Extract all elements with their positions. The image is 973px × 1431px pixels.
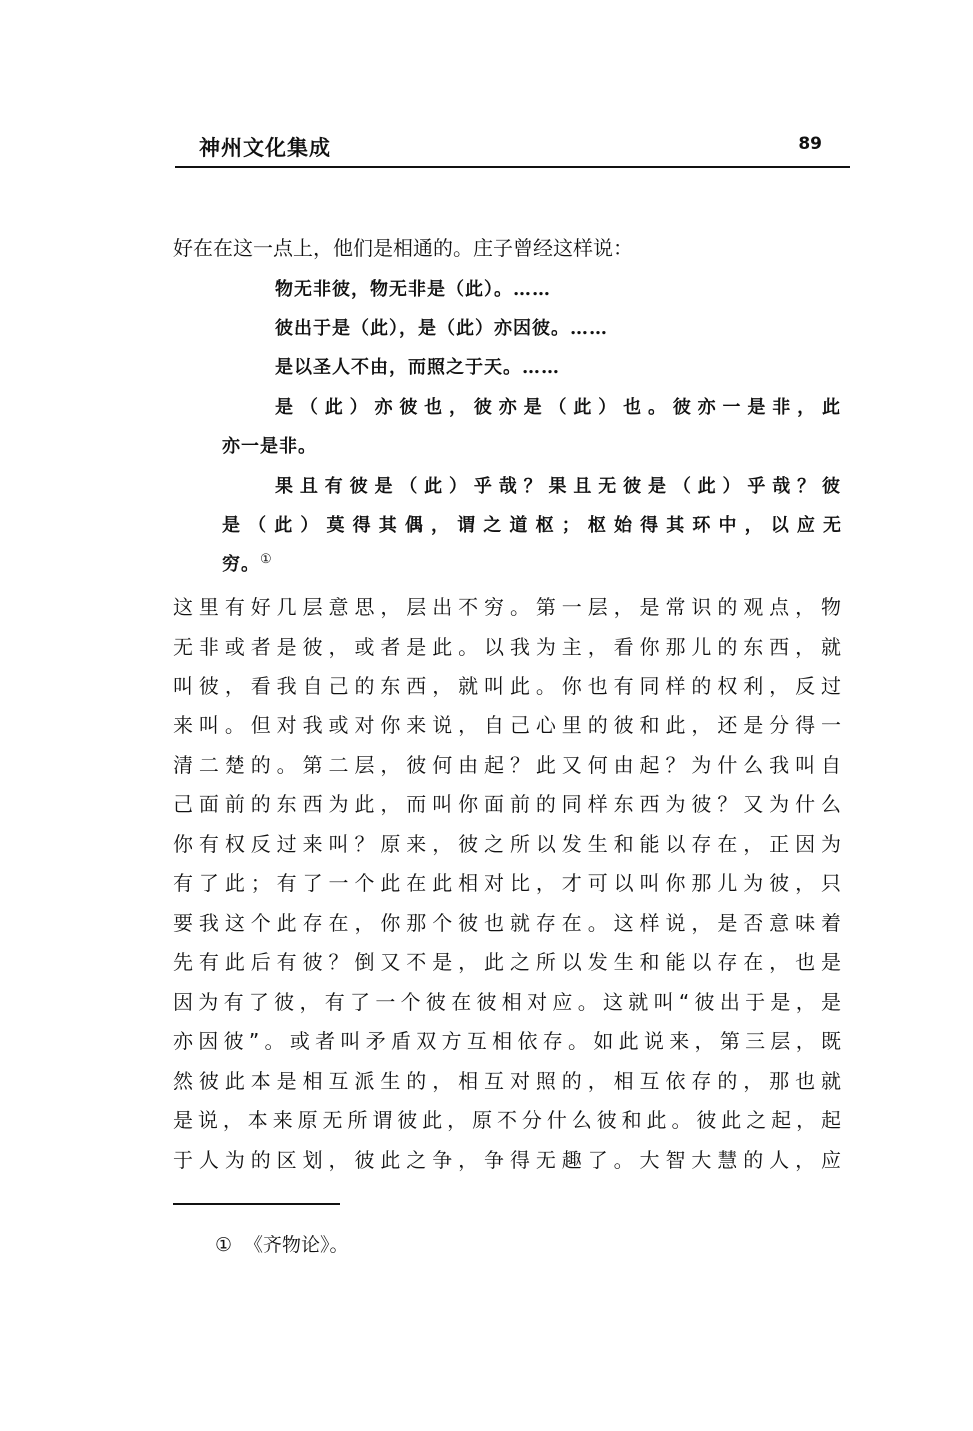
body-line: 有了此；有了一个此在此相对比，才可以叫你那儿为彼，只 — [173, 871, 841, 895]
footnote-rule — [173, 1203, 340, 1205]
body-line: 叫彼，看我自己的东西，就叫此。你也有同样的权利，反过 — [173, 674, 841, 698]
footnote — [215, 1230, 349, 1257]
body-line: 然彼此本是相互派生的，相互对照的，相互依存的，那也就 — [173, 1069, 841, 1093]
body-line: 亦因彼”。或者叫矛盾双方互相依存。如此说来，第三层，既 — [173, 1029, 841, 1053]
quote-last-line — [222, 545, 273, 585]
body-line: 清二楚的。第二层，彼何由起？此又何由起？为什么我叫自 — [173, 753, 841, 777]
quote-line: 穷。 — [222, 554, 260, 575]
quote-line: 亦一是非。 — [222, 436, 317, 457]
quote-line: 彼出于是（此），是（此）亦因彼。…… — [275, 318, 608, 339]
quote-line: 是（此）亦彼也，彼亦是（此）也。彼亦一是非，此 — [275, 397, 841, 418]
body-line: 是说，本来原无所谓彼此，原不分什么彼和此。彼此之起，起 — [173, 1108, 841, 1132]
body-line: 要我这个此存在，你那个彼也就存在。这样说，是否意味着 — [173, 911, 841, 935]
running-title: 神州文化集成 — [199, 136, 331, 160]
footnote-mark: ① — [215, 1234, 233, 1256]
quote-line: 是以圣人不由，而照之于天。…… — [275, 357, 560, 378]
quote-line: 是（此）莫得其偶，谓之道枢；枢始得其环中，以应无 — [222, 515, 842, 536]
body-line: 无非或者是彼，或者是此。以我为主，看你那儿的东西，就 — [173, 635, 841, 659]
body-line: 己面前的东西为此，而叫你面前的同样东西为彼？又为什么 — [173, 792, 841, 816]
footnote-text: 《齐物论》。 — [244, 1234, 349, 1256]
page-number: 89 — [798, 134, 822, 154]
opening-line: 好在在这一点上，他们是相通的。庄子曾经这样说： — [173, 236, 633, 260]
footnote-reference: ① — [260, 552, 273, 567]
running-header — [175, 128, 850, 162]
quote-line: 物无非彼，物无非是（此）。…… — [275, 279, 551, 300]
body-line: 你有权反过来叫？原来，彼之所以发生和能以存在，正因为 — [173, 832, 841, 856]
body-line: 这里有好几层意思，层出不穷。第一层，是常识的观点，物 — [173, 595, 841, 619]
body-line: 来叫。但对我或对你来说，自己心里的彼和此，还是分得一 — [173, 713, 841, 737]
header-rule — [175, 166, 850, 168]
quote-line: 果且有彼是（此）乎哉？果且无彼是（此）乎哉？彼 — [275, 476, 841, 497]
body-line: 因为有了彼，有了一个彼在彼相对应。这就叫“彼出于是，是 — [173, 990, 841, 1014]
body-line: 于人为的区划，彼此之争，争得无趣了。大智大慧的人，应 — [173, 1148, 841, 1172]
body-line: 先有此后有彼？倒又不是，此之所以发生和能以存在，也是 — [173, 950, 841, 974]
